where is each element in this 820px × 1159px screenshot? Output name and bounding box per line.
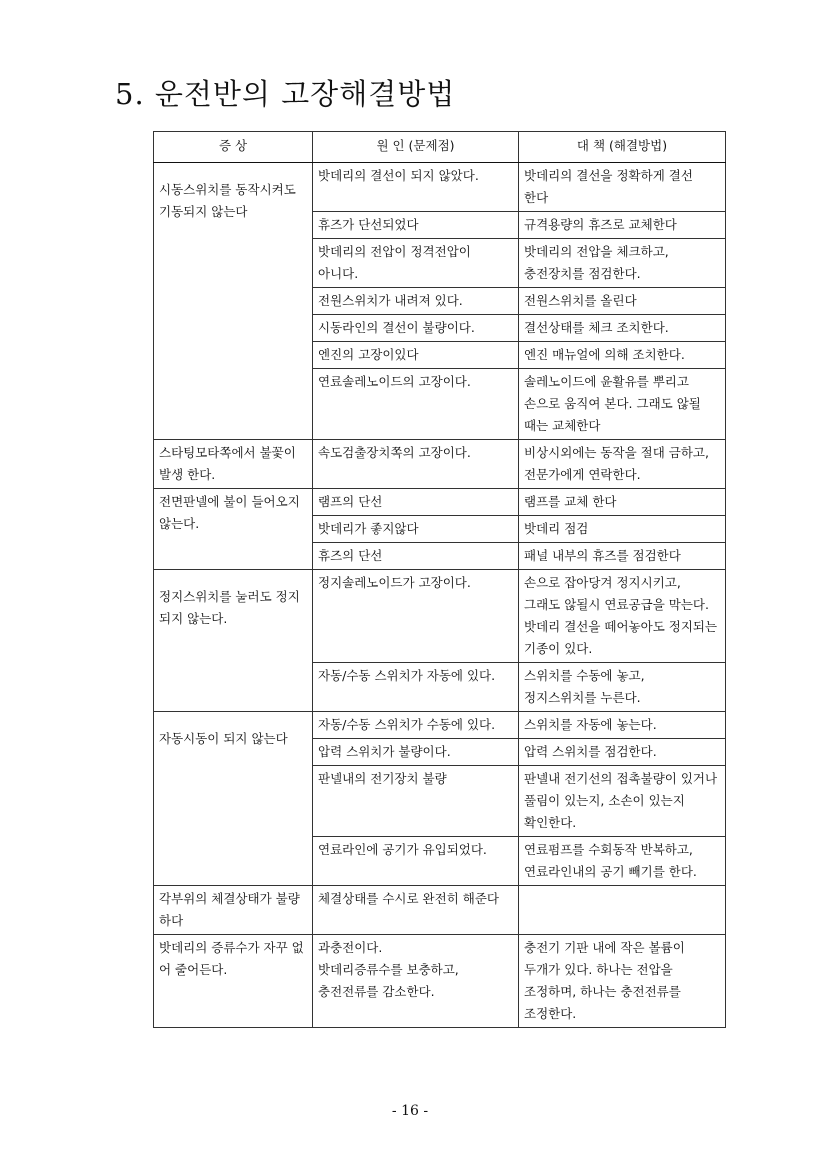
fix-cell: 연료펌프를 수회동작 반복하고, 연료라인내의 공기 빼기를 한다. <box>519 837 726 886</box>
symptom-cell: 각부위의 체결상태가 불량하다 <box>154 886 313 935</box>
cause-cell: 엔진의 고장이있다 <box>313 342 519 369</box>
cause-cell: 체결상태를 수시로 완전히 해준다 <box>313 886 519 935</box>
symptom-cell: 스타팅모타쪽에서 불꽃이 발생 한다. <box>154 440 313 489</box>
header-fix: 대 책 (해결방법) <box>519 132 726 163</box>
cause-cell: 밧데리의 결선이 되지 않았다. <box>313 163 519 212</box>
symptom-cell: 시동스위치를 동작시켜도 기동되지 않는다 <box>154 163 313 440</box>
fix-cell: 충전기 기판 내에 작은 볼륨이 두개가 있다. 하나는 전압을 조정하며, 하나는 충전전류를 조정한다. <box>519 935 726 1028</box>
fix-cell <box>519 570 726 663</box>
cause-cell <box>313 935 519 1028</box>
fix-cell: 규격용량의 휴즈로 교체한다 <box>519 212 726 239</box>
table-row <box>154 570 726 663</box>
fix-cell: 스위치를 자동에 놓는다. <box>519 712 726 739</box>
table-row <box>154 440 726 489</box>
fix-cell: 엔진 매뉴얼에 의해 조치한다. <box>519 342 726 369</box>
cause-cell: 시동라인의 결선이 불량이다. <box>313 315 519 342</box>
symptom-cell: 밧데리의 증류수가 자꾸 없어 줄어든다. <box>154 935 313 1028</box>
fix-cell: 전원스위치를 올린다 <box>519 288 726 315</box>
fix-text: 손으로 잡아당겨 정지시키고, 그래도 않될시 연료공급을 막는다. <box>524 575 709 612</box>
symptom-cell: 전면판넬에 불이 들어오지않는다. <box>154 489 313 570</box>
fix-cell: 판넬내 전기선의 접촉불량이 있거나 풀림이 있는지, 소손이 있는지 확인한다. <box>519 766 726 837</box>
fix-cell <box>519 886 726 935</box>
page-title: 5. 운전반의 고장해결방법 <box>115 77 456 111</box>
cause-cell: 휴즈가 단선되었다 <box>313 212 519 239</box>
cause-cell: 정지솔레노이드가 고장이다. <box>313 570 519 663</box>
cause-cell: 자동/수동 스위치가 자동에 있다. <box>313 663 519 712</box>
table-row <box>154 886 726 935</box>
table-row <box>154 712 726 739</box>
cause-cell: 밧데리의 전압이 정격전압이 아니다. <box>313 239 519 288</box>
cause-text: 과충전이다. <box>318 940 383 955</box>
header-symptom: 증 상 <box>154 132 313 163</box>
fix-cell: 밧데리 점검 <box>519 516 726 543</box>
troubleshooting-table <box>153 131 726 1028</box>
cause-cell: 전원스위치가 내려져 있다. <box>313 288 519 315</box>
cause-cell: 판넬내의 전기장치 불량 <box>313 766 519 837</box>
cause-note: 밧데리증류수를 보충하고,충전전류를 감소한다. <box>318 962 459 999</box>
table-row <box>154 163 726 212</box>
cause-cell: 밧데리가 좋지않다 <box>313 516 519 543</box>
fix-cell: 비상시외에는 동작을 절대 금하고, 전문가에게 연락한다. <box>519 440 726 489</box>
fix-cell: 밧데리의 결선을 정확하게 결선 한다 <box>519 163 726 212</box>
cause-cell: 휴즈의 단선 <box>313 543 519 570</box>
fix-cell: 밧데리의 전압을 체크하고, 충전장치를 점검한다. <box>519 239 726 288</box>
table-header-row <box>154 132 726 163</box>
fix-cell: 압력 스위치를 점검한다. <box>519 739 726 766</box>
cause-cell: 연료라인에 공기가 유입되었다. <box>313 837 519 886</box>
fix-cell: 결선상태를 체크 조치한다. <box>519 315 726 342</box>
cause-cell: 연료솔레노이드의 고장이다. <box>313 369 519 440</box>
cause-cell: 자동/수동 스위치가 수동에 있다. <box>313 712 519 739</box>
table-row <box>154 489 726 516</box>
symptom-cell: 자동시동이 되지 않는다 <box>154 712 313 886</box>
header-cause: 원 인 (문제점) <box>313 132 519 163</box>
cause-cell: 압력 스위치가 불량이다. <box>313 739 519 766</box>
table-row <box>154 935 726 1028</box>
symptom-cell: 정지스위치를 눌러도 정지되지 않는다. <box>154 570 313 712</box>
fix-cell: 패널 내부의 휴즈를 점검한다 <box>519 543 726 570</box>
fix-cell: 램프를 교체 한다 <box>519 489 726 516</box>
cause-cell: 속도검출장치쪽의 고장이다. <box>313 440 519 489</box>
fix-note: 밧데리 결선을 떼어놓아도 정지되는 기종이 있다. <box>524 619 718 656</box>
fix-cell: 스위치를 수동에 놓고, 정지스위치를 누른다. <box>519 663 726 712</box>
cause-cell: 램프의 단선 <box>313 489 519 516</box>
fix-cell: 솔레노이드에 윤활유를 뿌리고 손으로 움직여 본다. 그래도 않될 때는 교체한다 <box>519 369 726 440</box>
page-number: - 16 - <box>391 1103 429 1119</box>
